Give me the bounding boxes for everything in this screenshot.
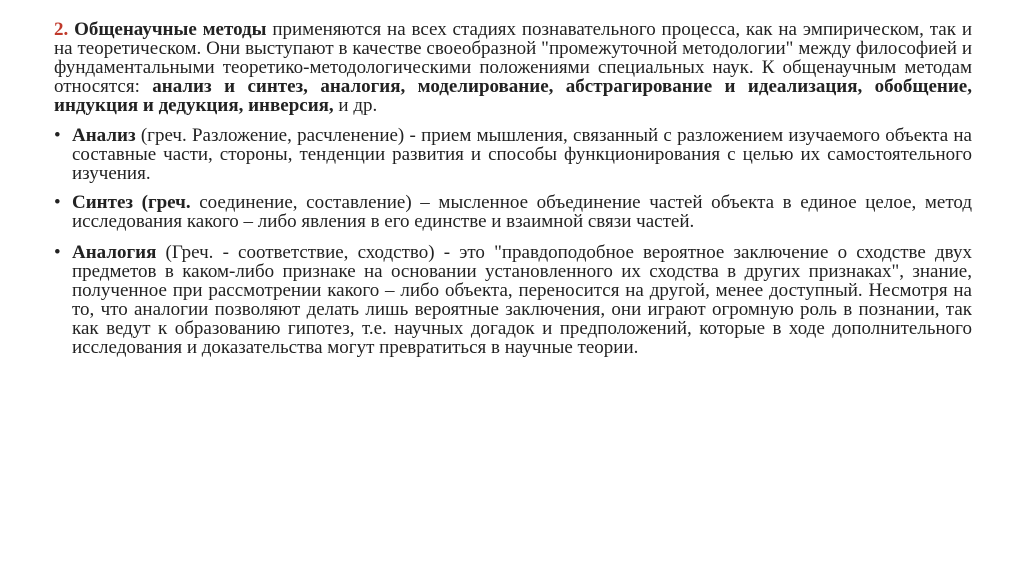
intro-text-end: и др.: [333, 95, 378, 116]
intro-paragraph: [54, 20, 972, 115]
methods-list: анализ и синтез, аналогия, моделирование, абстрагирование и идеализация, обобщение, индукция и дедукция, инверсия,: [54, 76, 972, 116]
list-item-analogy: [54, 243, 972, 357]
term-analysis: Анализ: [72, 125, 136, 146]
term-analogy: Аналогия: [72, 242, 157, 263]
list-item-analysis: [54, 126, 972, 183]
term-synthesis: Синтез (греч.: [72, 192, 191, 213]
section-heading: Общенаучные методы: [68, 19, 267, 40]
list-item-synthesis: [54, 193, 972, 231]
definition-analysis: (греч. Разложение, расчленение) - прием мышления, связанный с разложением изучаемого объекта на составные части, стороны, тенденции развития и способы функционирования с целью их самостоятельного изучения.: [72, 125, 972, 184]
slide-content: [54, 20, 972, 357]
section-number: 2.: [54, 19, 69, 40]
intro-text: применяются на всех стадиях познавательного процесса, как на эмпирическом, так и на теоретическом. Они выступают в качестве своеобразной "промежуточной методологии" между философией и фундаментальными теоретико-методологическими положениями специальных наук. К общенаучным методам относятся:: [54, 19, 972, 97]
definition-analogy: (Греч. - соответствие, сходство) - это "правдоподобное вероятное заключение о сходстве двух предметов в каком-либо признаке на основании установленного их сходства в других признаках", знание, полученное при рассмотрении какого – либо объекта, переносится на другой, менее доступный. Несмотря на то, что аналогии позволяют делать лишь вероятные заключения, они играют огромную роль в познании, так как ведут к образованию гипотез, т.е. научных догадок и предположений, которые в ходе дополнительного исследования и доказательства могут превратиться в научные теории.: [72, 242, 972, 358]
definition-synthesis: соединение, составление) – мысленное объединение частей объекта в единое целое, метод исследования какого – либо явления в его единстве и взаимной связи частей.: [72, 192, 973, 232]
methods-bullet-list: [54, 126, 972, 357]
